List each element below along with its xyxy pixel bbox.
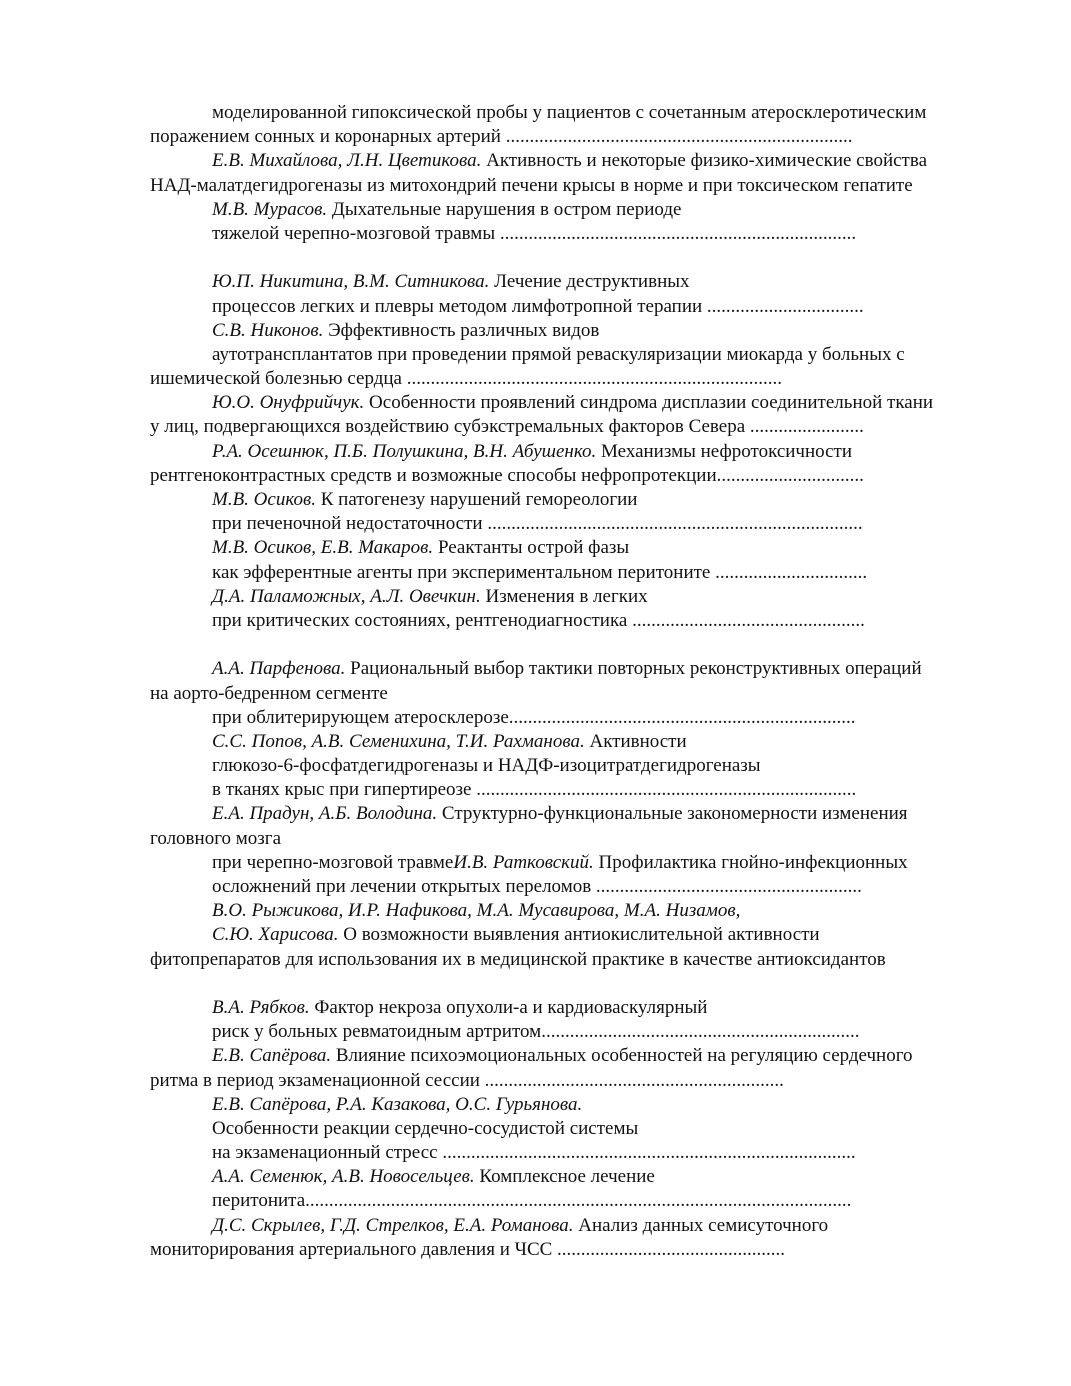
entry-text: Комплексное лечение [474, 1166, 655, 1188]
entry-text: осложнений при лечении открытых переломов ........................................................ [212, 876, 862, 897]
toc-line [150, 1189, 1030, 1213]
entry-text: Активности [584, 730, 687, 752]
toc-line [150, 730, 1030, 754]
toc-line [150, 391, 1030, 415]
toc-line [150, 464, 1030, 488]
entry-authors: С.В. Никонов. [212, 319, 324, 341]
entry-text: Дыхательные нарушения в остром периоде [327, 198, 682, 220]
entry-text: перитонита................................................................................................................... [212, 1190, 852, 1212]
toc-line [150, 367, 1030, 391]
entry-text: фитопрепаратов для использования их в медицинской практике в качестве антиоксидантов [150, 948, 886, 970]
entry-authors: Д.С. Скрылев, Г.Д. Стрелков, Е.А. Романова. [212, 1214, 574, 1236]
entry-text: мониторирования артериального давления и ЧСС ................................................ [150, 1238, 786, 1260]
entry-authors: Д.А. Паламожных, А.Л. Овечкин. [212, 585, 481, 607]
toc-line [150, 802, 1030, 826]
toc-line [150, 222, 1030, 246]
toc-line [150, 174, 1030, 198]
entry-text: ишемической болезнью сердца ............................................................................... [150, 368, 782, 390]
toc-line [150, 1020, 1030, 1044]
toc-line [150, 415, 1030, 439]
entry-text: как эфферентные агенты при экспериментальном перитоните ................................ [212, 561, 868, 583]
entry-text: Особенности проявлений синдрома дисплазии соединительной ткани [364, 392, 934, 414]
toc-line [150, 1238, 1030, 1262]
toc-line [150, 488, 1030, 512]
entry-text: Эффективность различных видов [323, 319, 600, 341]
entry-text: поражением сонных и коронарных артерий ......................................................................... [150, 126, 853, 148]
entry-text: Особенности реакции сердечно-сосудистой системы [212, 1117, 639, 1139]
toc-line [150, 1069, 1030, 1093]
toc-line [150, 609, 1030, 633]
entry-authors: Е.В. Сапёрова, Р.А. Казакова, О.С. Гурьянова. [212, 1093, 583, 1115]
entry-text: Рациональный выбор тактики повторных реконструктивных операций [345, 658, 922, 680]
toc-line [150, 101, 1030, 125]
toc-line [150, 1044, 1030, 1068]
entry-text: Механизмы нефротоксичности [596, 440, 853, 462]
entry-text: глюкозо-6-фосфатдегидрогеназы и НАДФ-изоцитратдегидрогеназы [212, 755, 761, 777]
blank-line [150, 246, 1030, 270]
entry-authors: А.А. Семенюк, А.В. Новосельцев. [212, 1166, 475, 1188]
toc-page [150, 101, 1030, 1262]
toc-line [150, 948, 1030, 972]
toc-line [150, 1141, 1030, 1165]
toc-line [150, 536, 1030, 560]
entry-authors: Е.В. Михайлова, Л.Н. Цветикова. [212, 150, 482, 172]
entry-text: Структурно-функциональные закономерности изменения [437, 803, 908, 825]
toc-line [150, 343, 1030, 367]
entry-authors: Ю.П. Никитина, В.М. Ситникова. [212, 271, 490, 293]
entry-authors: Ю.О. Онуфрийчук. [212, 392, 365, 414]
toc-line [150, 778, 1030, 802]
toc-line [150, 319, 1030, 343]
toc-line [150, 1117, 1030, 1141]
entry-authors: Р.А. Осешнюк, П.Б. Полушкина, В.Н. Абушенко. [212, 440, 597, 462]
entry-text: при критических состояниях, рентгенодиагностика ................................................. [212, 609, 865, 631]
toc-line [150, 561, 1030, 585]
entry-text: на аорто-бедренном сегменте [150, 682, 388, 704]
entry-authors: С.С. Попов, А.В. Семенихина, Т.И. Рахманова. [212, 730, 585, 752]
entry-text: Изменения в легких [480, 585, 648, 607]
entry-text: в тканях крыс при гипертиреозе ................................................................................ [212, 779, 857, 801]
entry-authors: М.В. Осиков, Е.В. Макаров. [212, 537, 434, 559]
entry-authors: М.В. Мурасов. [212, 198, 328, 220]
entry-text: К патогенезу нарушений гемореологии [316, 489, 638, 510]
toc-line [150, 1093, 1030, 1117]
blank-line [150, 633, 1030, 657]
toc-line [150, 270, 1030, 294]
toc-line [150, 682, 1030, 706]
entry-authors: М.В. Осиков. [212, 489, 316, 510]
toc-line [150, 754, 1030, 778]
entry-text: Фактор некроза опухоли-а и кардиоваскулярный [309, 996, 708, 1018]
entry-text: у лиц, подвергающихся воздействию субэкстремальных факторов Севера ........................ [150, 416, 864, 438]
toc-line [150, 851, 1030, 875]
blank-line [150, 972, 1030, 996]
toc-line [150, 295, 1030, 319]
entry-text: ритма в период экзаменационной сессии ............................................................... [150, 1069, 784, 1091]
toc-line [150, 149, 1030, 173]
entry-text: на экзаменационный стресс ....................................................................................... [212, 1142, 856, 1164]
entry-text: при облитерирующем атеросклерозе......................................................................... [212, 706, 856, 728]
entry-text: при черепно-мозговой травме [212, 851, 454, 873]
toc-line [150, 875, 1030, 899]
entry-text: риск у больных ревматоидным артритом................................................................... [212, 1021, 860, 1043]
entry-text: Активность и некоторые физико-химические свойства [481, 150, 927, 172]
entry-authors: В.А. Рябков. [212, 996, 310, 1018]
entry-authors: И.В. Ратковский. [453, 851, 594, 873]
toc-line [150, 1165, 1030, 1189]
toc-line [150, 657, 1030, 681]
entry-text: Профилактика гнойно-инфекционных [593, 851, 908, 873]
entry-authors: Е.А. Прадун, А.Б. Володина. [212, 803, 438, 825]
entry-text: Влияние психоэмоциональных особенностей на регуляцию сердечного [331, 1045, 913, 1067]
toc-line [150, 827, 1030, 851]
toc-line [150, 512, 1030, 536]
toc-line [150, 198, 1030, 222]
toc-line [150, 923, 1030, 947]
toc-line [150, 996, 1030, 1020]
entry-text: тяжелой черепно-мозговой травмы ........................................................................... [212, 222, 857, 244]
entry-text: моделированной гипоксической пробы у пациентов с сочетанным атеросклеротическим [212, 102, 927, 123]
entry-authors: Е.В. Сапёрова. [212, 1045, 332, 1067]
entry-text: Реактанты острой фазы [433, 537, 630, 559]
toc-line [150, 706, 1030, 730]
entry-text: Лечение деструктивных [489, 271, 690, 293]
entry-text: НАД-малатдегидрогеназы из митохондрий печени крысы в норме и при токсическом гепатите [150, 174, 913, 196]
entry-text: Анализ данных семисуточного [573, 1214, 829, 1236]
entry-authors: С.Ю. Харисова. [212, 924, 339, 946]
entry-text: О возможности выявления антиокислительной активности [338, 924, 820, 946]
toc-line [150, 125, 1030, 149]
entry-text: головного мозга [150, 827, 282, 849]
entry-authors: А.А. Парфенова. [212, 658, 346, 680]
entry-authors: В.О. Рыжикова, И.Р. Нафикова, М.А. Мусавирова, М.А. Низамов, [212, 900, 741, 922]
toc-line [150, 585, 1030, 609]
entry-text: процессов легких и плевры методом лимфотропной терапии ................................. [212, 295, 864, 317]
entry-text: при печеночной недостаточности ............................................................................... [212, 513, 863, 535]
entry-text: рентгеноконтрастных средств и возможные способы нефропротекции............................... [150, 464, 864, 486]
entry-text: аутотрансплантатов при проведении прямой реваскуляризации миокарда у больных с [212, 343, 905, 365]
toc-line [150, 1214, 1030, 1238]
toc-line [150, 440, 1030, 464]
toc-line [150, 899, 1030, 923]
